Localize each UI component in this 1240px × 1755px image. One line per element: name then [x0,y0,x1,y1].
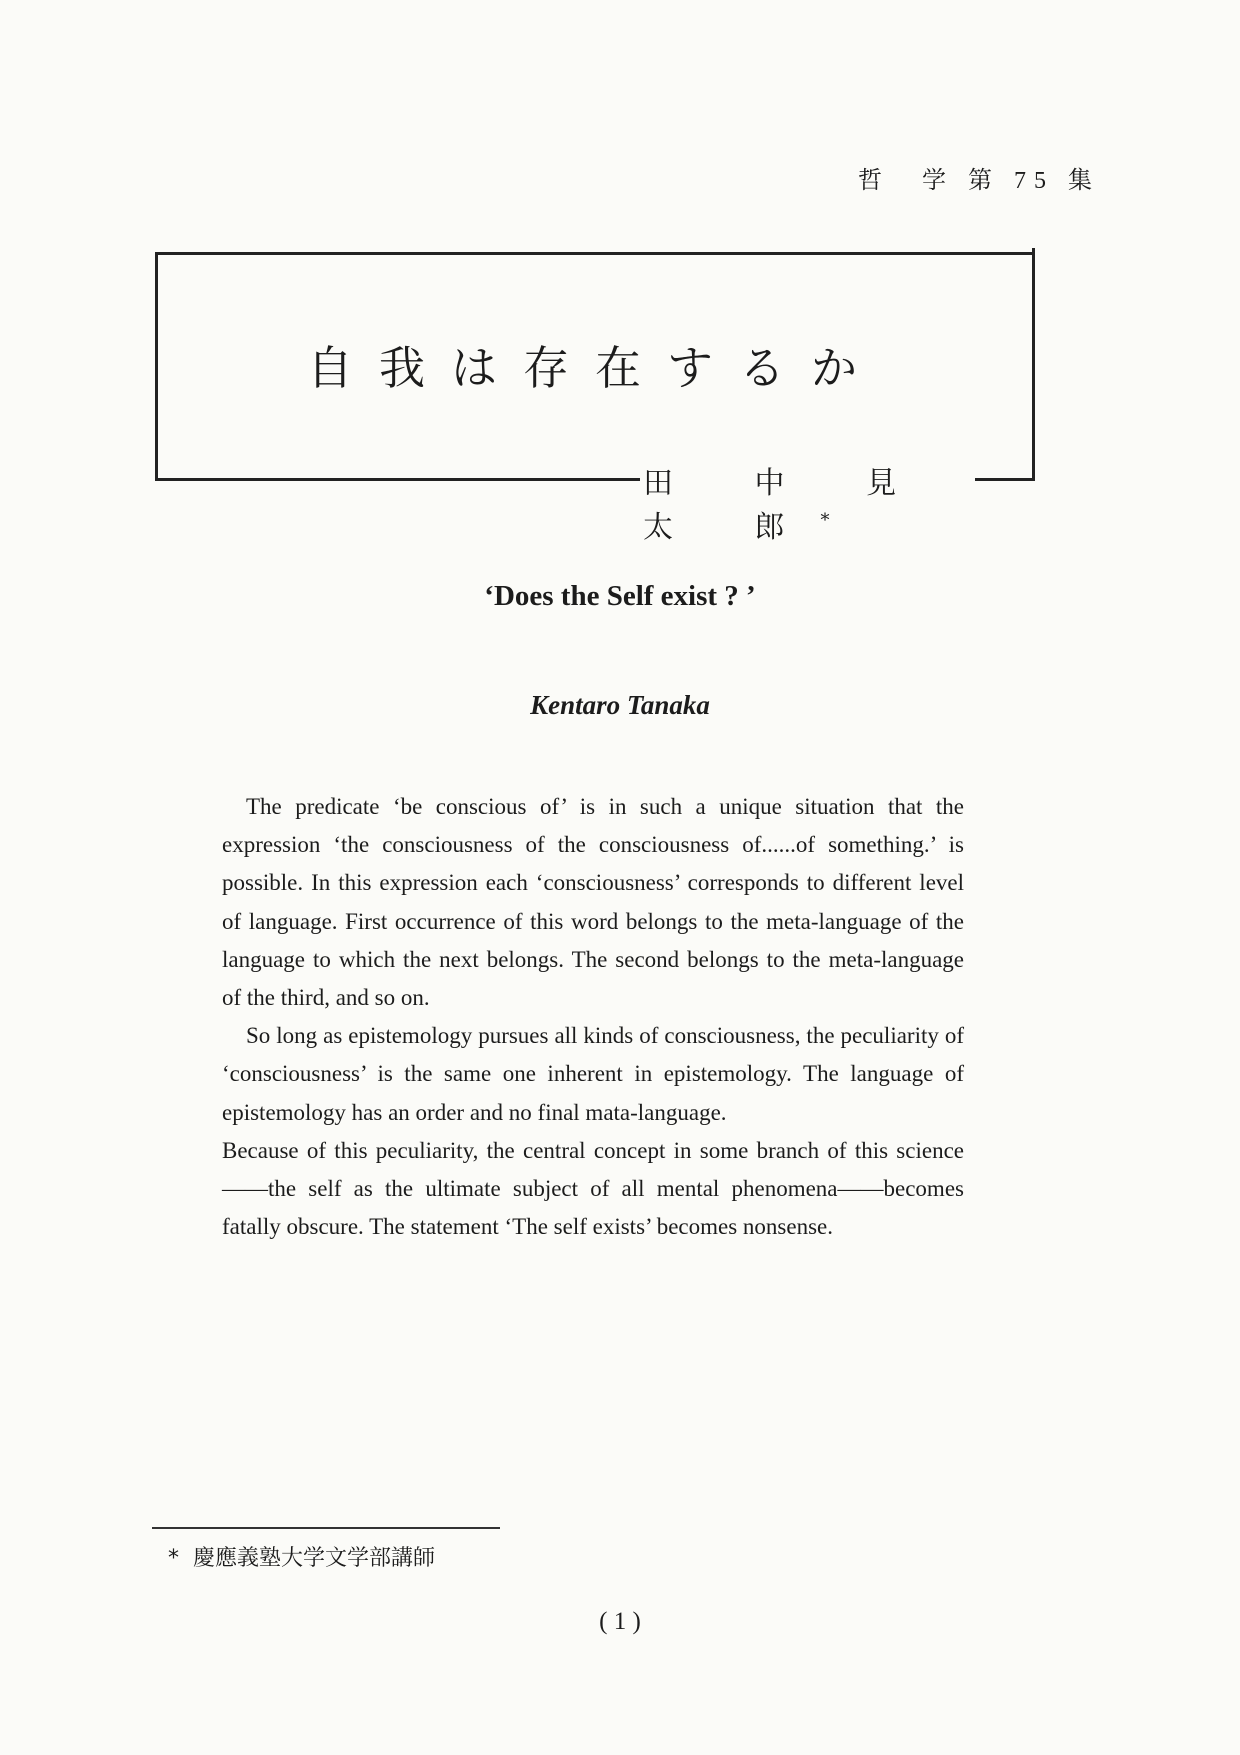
title-box [155,252,1035,545]
footnote-mark: * [168,1546,179,1571]
abstract-paragraph-1: The predicate ‘be conscious of’ is in such a unique situation that the expression ‘the consciousness of the consciousness of......of something.’ is possible. In this expression each ‘consciousness’ corresponds to different level of language. First occurrence of this word belongs to the meta-language of the language to which the next belongs. The second belongs to the meta-language of the third, and so on. [222,794,964,1011]
footnote-rule [152,1527,500,1529]
abstract-paragraph-2: So long as epistemology pursues all kinds of consciousness, the peculiarity of ‘consciousness’ is the same one inherent in epistemology. The language of epistemology has an order and no final mata-language. [222,1023,964,1125]
frame-top-rule [155,252,1035,255]
japanese-title: 自我は存在するか [307,341,883,395]
page-number: ( 1 ) [599,1608,641,1635]
author-name-jp: 田 中 見 太 郎 [643,466,933,545]
english-author: Kentaro Tanaka [530,690,710,720]
journal-header: 哲 学 第 75 集 [858,168,1100,194]
frame-bottom-rule-left [155,478,640,481]
footnote-text: 慶應義塾大学文学部講師 [193,1546,436,1571]
english-title: ‘Does the Self exist ? ’ [484,580,756,612]
footnote [168,1541,435,1572]
abstract [222,788,964,1246]
abstract-paragraph-3: Because of this peculiarity, the central concept in some branch of this science——the self as the ultimate subject of all mental phenomena——becomes fatally obscure. The statement ‘The self exists’ becomes nonsense. [222,1137,964,1240]
author-footnote-mark: * [820,510,830,531]
japanese-author [643,458,1035,546]
